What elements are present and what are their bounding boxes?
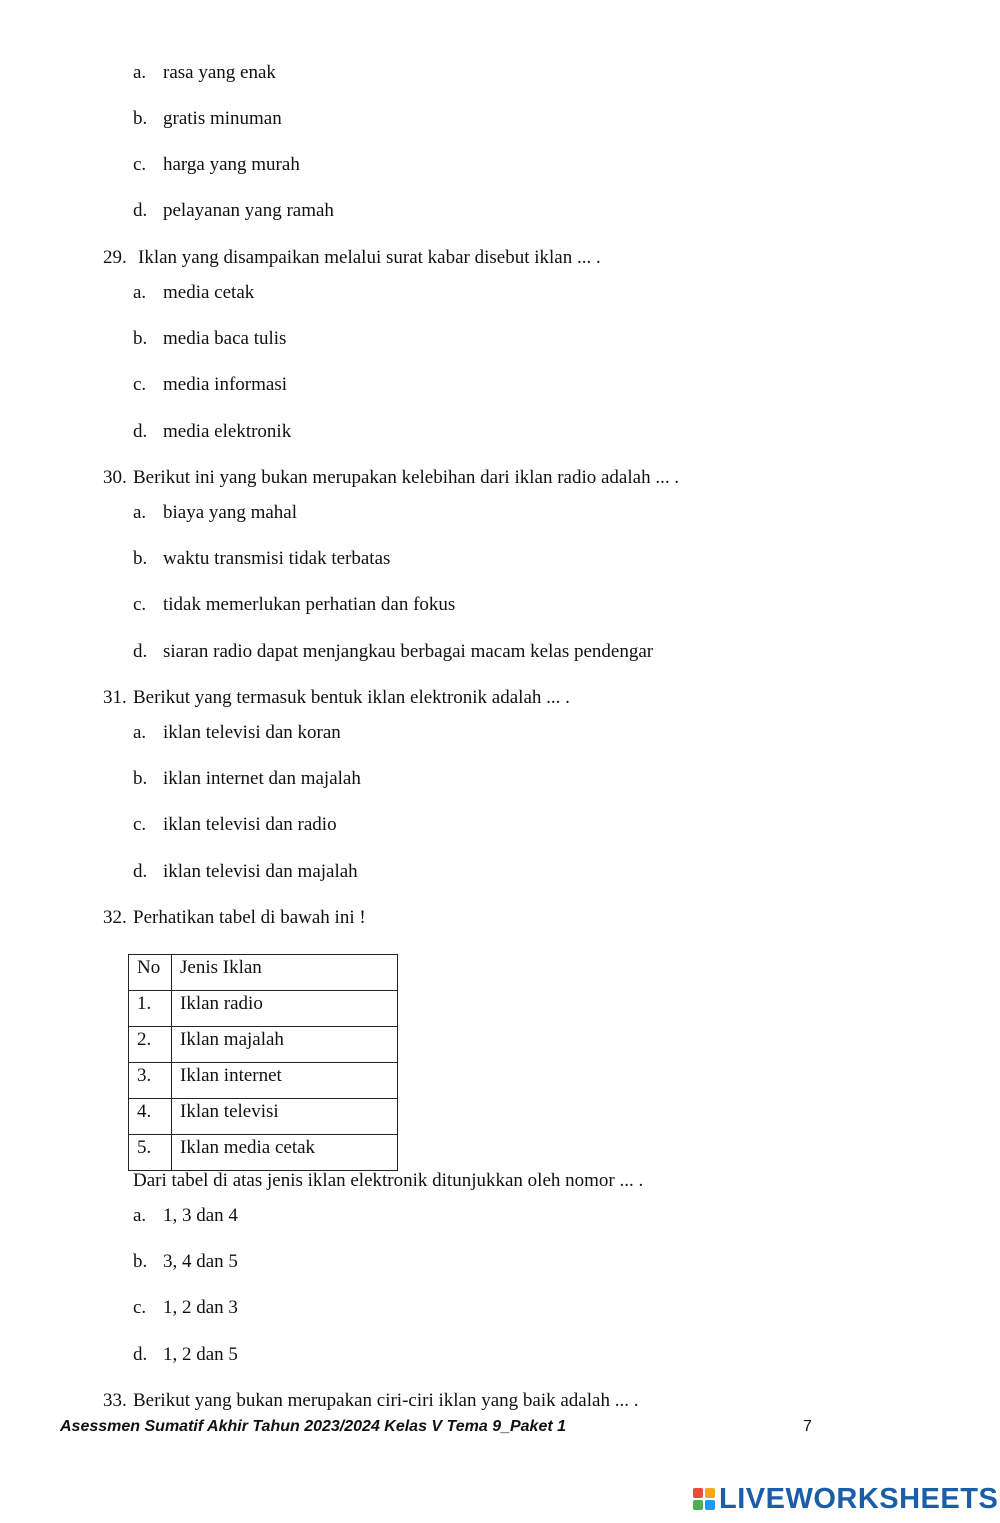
table-row xyxy=(129,1063,398,1099)
question-text: Berikut yang bukan merupakan ciri-ciri iklan yang baik adalah ... . xyxy=(133,1390,639,1411)
option-letter: d. xyxy=(133,200,148,221)
option-letter: a. xyxy=(133,1205,147,1226)
option-letter: c. xyxy=(133,1297,147,1318)
option-text: media elektronik xyxy=(163,421,292,442)
option-text: waktu transmisi tidak terbatas xyxy=(163,548,391,569)
option-text: iklan televisi dan koran xyxy=(163,722,341,743)
table-cell-no: 3. xyxy=(129,1063,172,1099)
table-cell-no: 2. xyxy=(129,1027,172,1063)
option-text: harga yang murah xyxy=(163,154,300,175)
table-cell-jenis: Iklan media cetak xyxy=(172,1135,398,1171)
option-letter: b. xyxy=(133,1251,148,1272)
option-text: 1, 3 dan 4 xyxy=(163,1205,238,1226)
table-cell-jenis: Iklan majalah xyxy=(172,1027,398,1063)
brand-name: LIVEWORKSHEETS xyxy=(719,1482,999,1515)
ad-type-table xyxy=(128,954,398,1171)
question-text: Perhatikan tabel di bawah ini ! xyxy=(133,907,366,928)
logo-square-4 xyxy=(705,1500,715,1510)
logo-square-3 xyxy=(693,1500,703,1510)
option-text: biaya yang mahal xyxy=(163,502,298,523)
option-letter: d. xyxy=(133,861,148,882)
option-letter: a. xyxy=(133,502,147,523)
option-text: 3, 4 dan 5 xyxy=(163,1251,238,1272)
option-letter: d. xyxy=(133,1344,148,1365)
question-number: 29. xyxy=(103,247,127,268)
option-text: media cetak xyxy=(163,282,255,303)
table-cell-jenis: Iklan televisi xyxy=(172,1099,398,1135)
question-number: 33. xyxy=(103,1390,127,1411)
table-cell-jenis: Iklan internet xyxy=(172,1063,398,1099)
question-number: 31. xyxy=(103,687,127,708)
table-row xyxy=(129,1099,398,1135)
option-letter: b. xyxy=(133,768,148,789)
option-letter: b. xyxy=(133,108,148,129)
table-header-jenis: Jenis Iklan xyxy=(172,955,398,991)
liveworksheets-logo[interactable] xyxy=(693,1483,998,1515)
option-letter: c. xyxy=(133,814,147,835)
table-header-no: No xyxy=(129,955,172,991)
table-header-row xyxy=(129,955,398,991)
question-text: Iklan yang disampaikan melalui surat kabar disebut iklan ... . xyxy=(138,247,601,268)
table-cell-no: 5. xyxy=(129,1135,172,1171)
option-letter: b. xyxy=(133,548,148,569)
table-row xyxy=(129,1135,398,1171)
option-text: iklan televisi dan majalah xyxy=(163,861,358,882)
option-text: media baca tulis xyxy=(163,328,287,349)
option-text: 1, 2 dan 5 xyxy=(163,1344,238,1365)
question-number: 32. xyxy=(103,907,127,928)
option-letter: a. xyxy=(133,282,147,303)
option-letter: c. xyxy=(133,154,147,175)
option-letter: a. xyxy=(133,62,147,83)
option-text: pelayanan yang ramah xyxy=(163,200,334,221)
logo-square-2 xyxy=(705,1488,715,1498)
option-letter: d. xyxy=(133,421,148,442)
option-text: siaran radio dapat menjangkau berbagai macam kelas pendengar xyxy=(163,641,654,662)
question-number: 30. xyxy=(103,467,127,488)
option-letter: b. xyxy=(133,328,148,349)
table-row xyxy=(129,991,398,1027)
table-cell-jenis: Iklan radio xyxy=(172,991,398,1027)
page-number: 7 xyxy=(803,1418,812,1435)
option-text: rasa yang enak xyxy=(163,62,276,83)
option-letter: c. xyxy=(133,594,147,615)
table-cell-no: 4. xyxy=(129,1099,172,1135)
option-text: 1, 2 dan 3 xyxy=(163,1297,238,1318)
table-row xyxy=(129,1027,398,1063)
option-letter: a. xyxy=(133,722,147,743)
option-text: gratis minuman xyxy=(163,108,282,129)
option-text: iklan internet dan majalah xyxy=(163,768,361,789)
option-text: iklan televisi dan radio xyxy=(163,814,337,835)
option-text: tidak memerlukan perhatian dan fokus xyxy=(163,594,456,615)
option-text: media informasi xyxy=(163,374,287,395)
logo-mark-icon xyxy=(693,1488,715,1510)
table-cell-no: 1. xyxy=(129,991,172,1027)
option-letter: d. xyxy=(133,641,148,662)
question-text: Berikut ini yang bukan merupakan kelebihan dari iklan radio adalah ... . xyxy=(133,467,680,488)
logo-square-1 xyxy=(693,1488,703,1498)
question-text: Berikut yang termasuk bentuk iklan elektronik adalah ... . xyxy=(133,687,570,708)
option-letter: c. xyxy=(133,374,147,395)
footer-title: Asessmen Sumatif Akhir Tahun 2023/2024 Kelas V Tema 9_Paket 1 xyxy=(60,1418,567,1435)
followup-text: Dari tabel di atas jenis iklan elektronik ditunjukkan oleh nomor ... . xyxy=(133,1170,644,1191)
